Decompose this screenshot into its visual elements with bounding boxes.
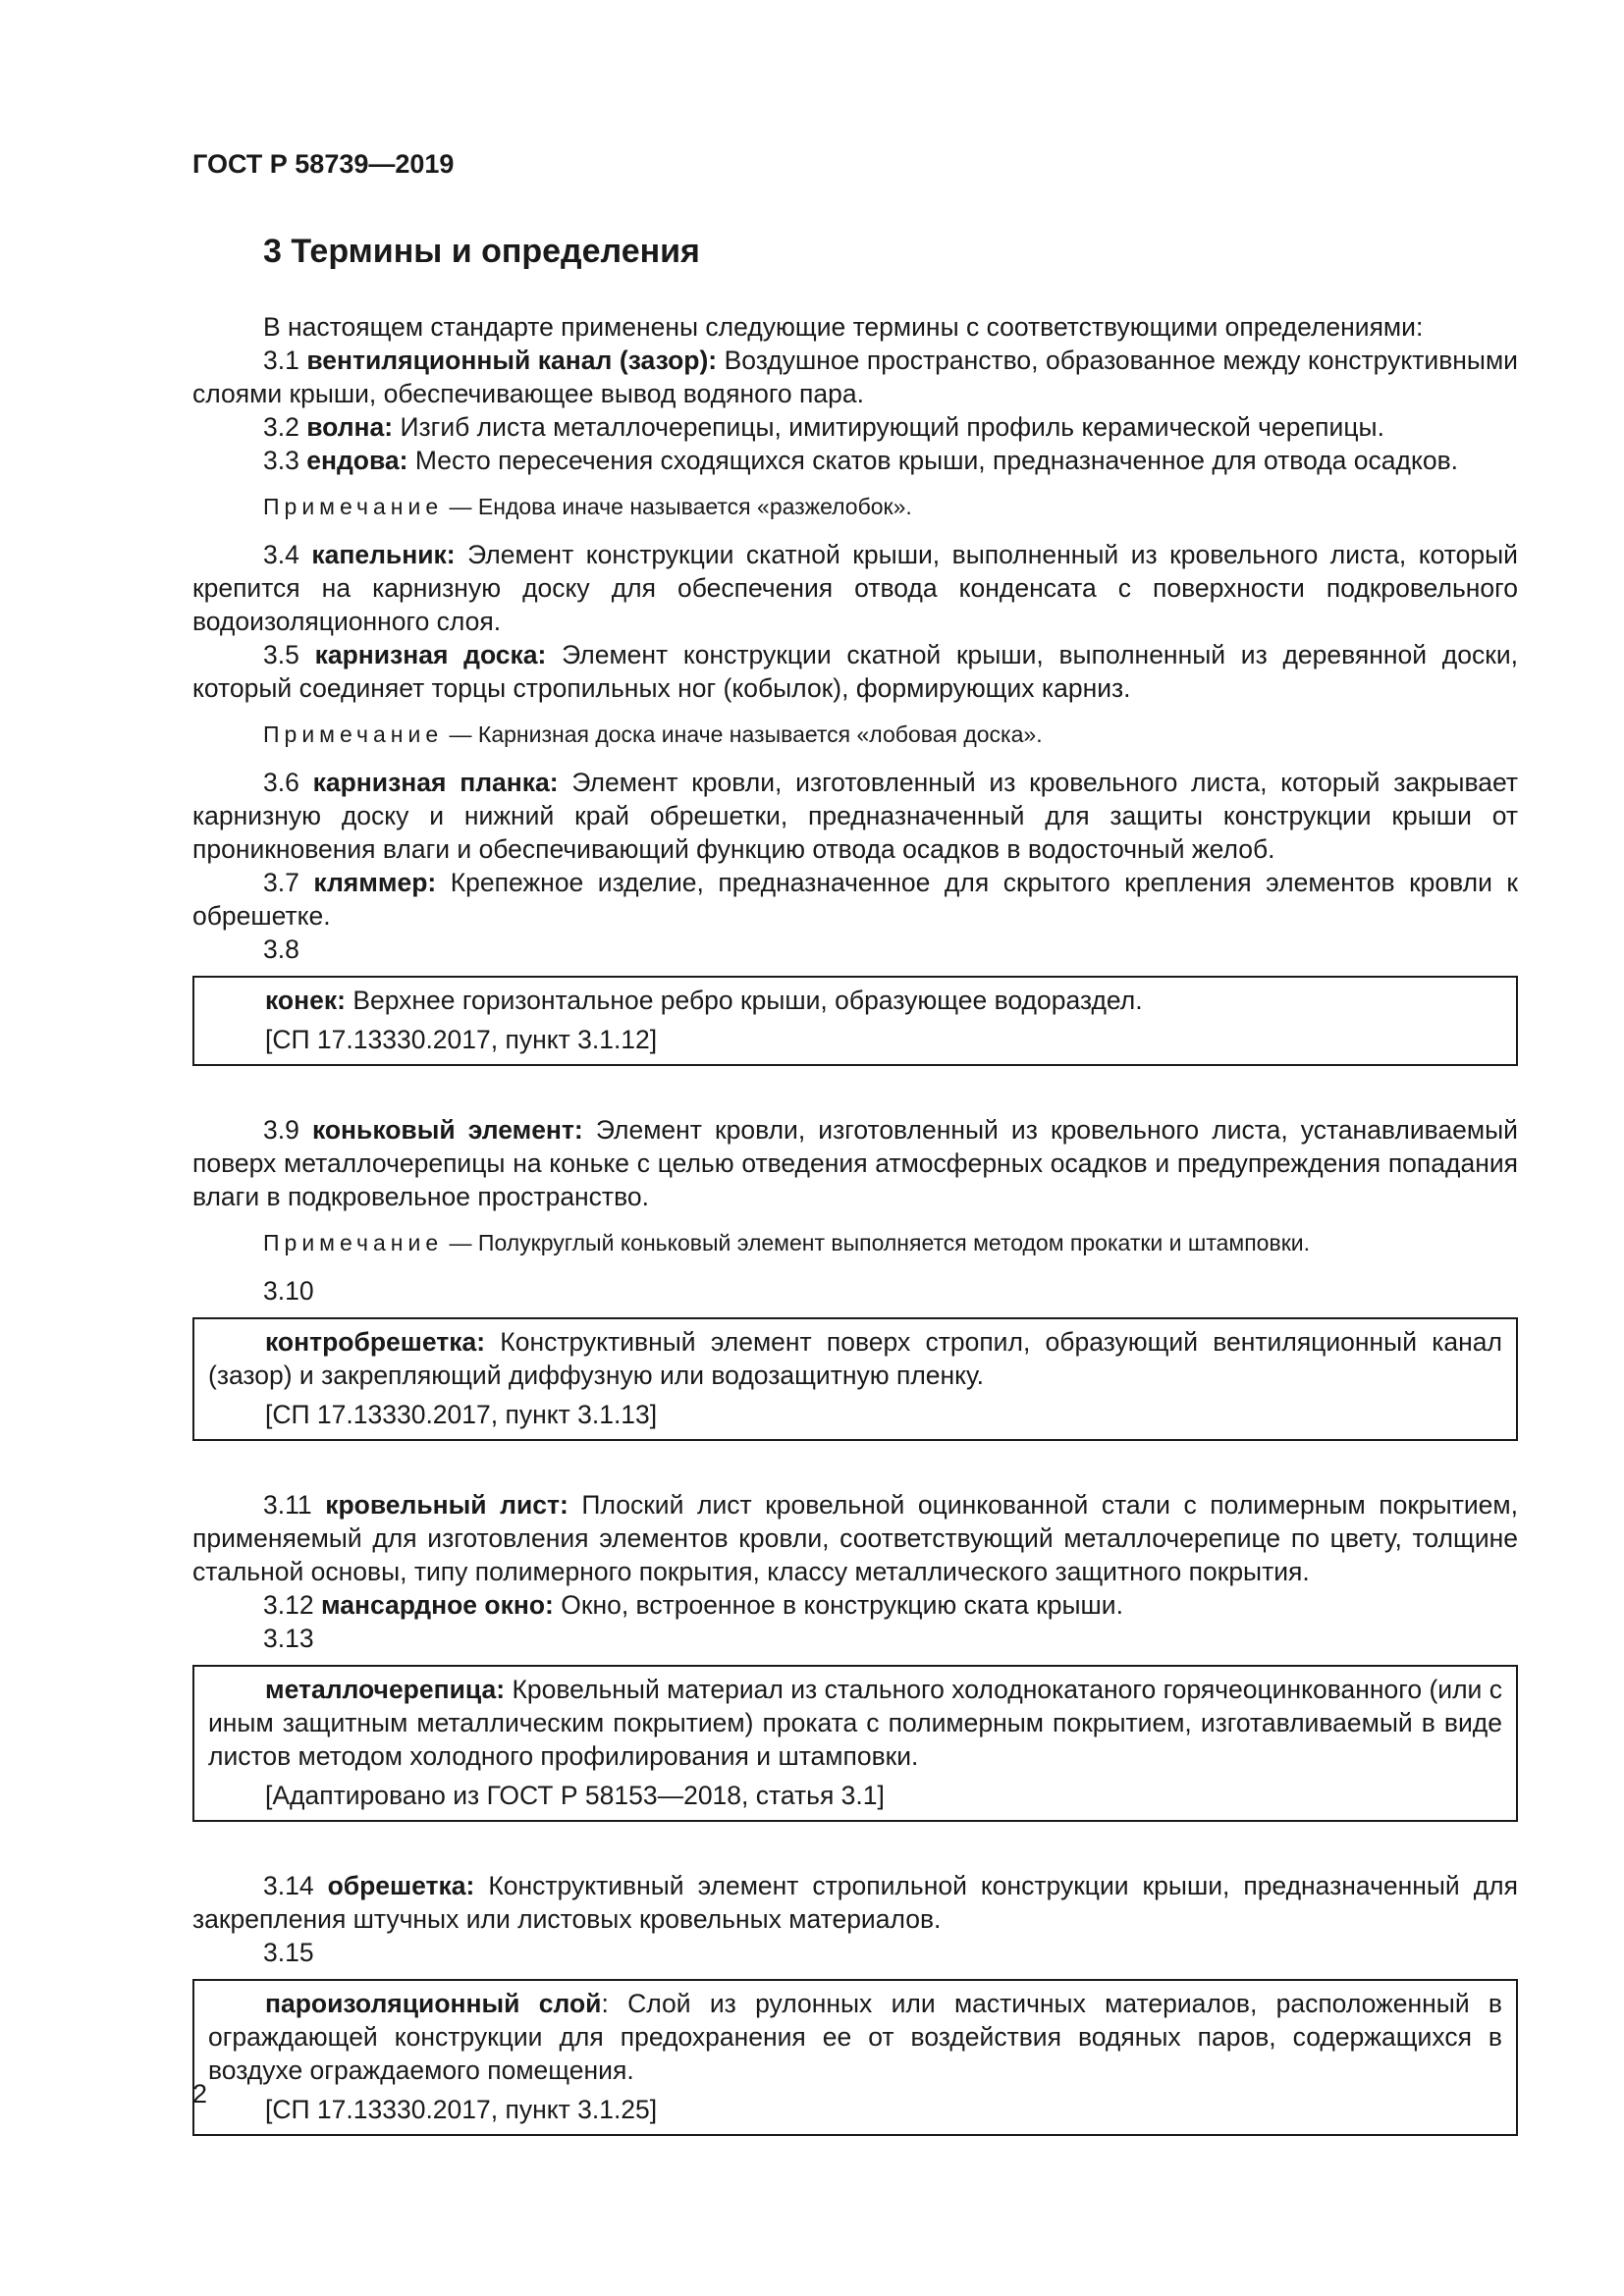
term-3-9: 3.9 коньковый элемент: Элемент кровли, изготовленный из кровельного листа, устанавливаемый поверх металлочерепицы на коньке с целью отведения атмосферных осадков и предупреждения попадания влаги в подкровельное пространство. [192, 1115, 1518, 1211]
term-3-8-definition: конек: Верхнее горизонтальное ребро крыши, образующее водораздел. [265, 986, 1143, 1015]
term-3-15-source: [СП 17.13330.2017, пункт 3.1.25] [265, 2095, 658, 2124]
term-3-4: 3.4 капельник: Элемент конструкции скатной крыши, выполненный из кровельного листа, который крепится на карнизную доску для обеспечения отвода конденсата с поверхности подкровельного водоизоляционного слоя. [192, 540, 1518, 636]
term-3-8-number: 3.8 [263, 934, 299, 964]
term-3-10-source: [СП 17.13330.2017, пункт 3.1.13] [265, 1400, 658, 1429]
intro-paragraph: В настоящем стандарте применены следующие термины с соответствующими определениями: [263, 312, 1424, 342]
term-box-3-13 [192, 1665, 1518, 1822]
standard-id: ГОСТ Р 58739—2019 [192, 149, 455, 179]
term-3-3: 3.3 ендова: Место пересечения сходящихся скатов крыши, предназначенное для отвода осадков. [263, 446, 1459, 475]
term-3-2: 3.2 волна: Изгиб листа металлочерепицы, имитирующий профиль керамической черепицы. [263, 412, 1384, 442]
term-3-14: 3.14 обрешетка: Конструктивный элемент стропильной конструкции крыши, предназначенный для закрепления штучных или листовых кровельных материалов. [192, 1871, 1518, 1934]
term-3-13-definition: металлочерепица: Кровельный материал из стального холоднокатаного горячеоцинкованного (или с иным защитным металлическим покрытием) проката с полимерным покрытием, изготавливаемый в виде листов методом холодного профилирования и штамповки. [208, 1675, 1502, 1771]
term-3-13-source: [Адаптировано из ГОСТ Р 58153—2018, статья 3.1] [265, 1781, 885, 1810]
term-3-12: 3.12 мансардное окно: Окно, встроенное в конструкцию ската крыши. [263, 1590, 1123, 1620]
note-3-9: Примечание — Полукруглый коньковый элемент выполняется методом прокатки и штамповки. [263, 1230, 1310, 1255]
term-3-7: 3.7 кляммер: Крепежное изделие, предназначенное для скрытого крепления элементов кровли к обрешетке. [192, 868, 1518, 931]
term-box-3-8 [192, 976, 1518, 1066]
document-page [192, 147, 1518, 2183]
term-3-5: 3.5 карнизная доска: Элемент конструкции скатной крыши, выполненный из деревянной доски, который соединяет торцы стропильных ног (кобылок), формирующих карниз. [192, 640, 1518, 703]
term-3-1: 3.1 вентиляционный канал (зазор): Воздушное пространство, образованное между конструктивными слоями крыши, обеспечивающее вывод водяного пара. [192, 346, 1518, 408]
term-3-15-number: 3.15 [263, 1938, 314, 1967]
note-3-5: Примечание — Карнизная доска иначе называется «лобовая доска». [263, 721, 1043, 747]
term-3-6: 3.6 карнизная планка: Элемент кровли, изготовленный из кровельного листа, который закрывает карнизную доску и нижний край обрешетки, предназначенный для защиты конструкции крыши от проникновения влаги и обеспечивающий функцию отвода осадков в водосточный желоб. [192, 768, 1518, 864]
term-3-10-number: 3.10 [263, 1276, 314, 1306]
term-3-10-definition: контробрешетка: Конструктивный элемент поверх стропил, образующий вентиляционный канал (зазор) и закрепляющий диффузную или водозащитную пленку. [208, 1327, 1502, 1390]
term-3-11: 3.11 кровельный лист: Плоский лист кровельной оцинкованной стали с полимерным покрытием, применяемый для изготовления элементов кровли, соответствующий металлочерепице по цвету, толщине стальной основы, типу полимерного покрытия, классу металлического защитного покрытия. [192, 1490, 1518, 1586]
page-number: 2 [192, 2079, 208, 2109]
section-title: 3 Термины и определения [263, 233, 700, 270]
term-box-3-15 [192, 1979, 1518, 2136]
term-box-3-10 [192, 1317, 1518, 1441]
term-3-13-number: 3.13 [263, 1624, 314, 1653]
term-3-15-definition: пароизоляционный слой: Слой из рулонных или мастичных материалов, расположенный в ограждающей конструкции для предохранения ее от воздействия водяных паров, содержащихся в воздухе ограждаемого помещения. [208, 1989, 1502, 2085]
term-3-8-source: [СП 17.13330.2017, пункт 3.1.12] [265, 1025, 658, 1054]
note-3-3: Примечание — Ендова иначе называется «разжелобок». [263, 494, 912, 519]
